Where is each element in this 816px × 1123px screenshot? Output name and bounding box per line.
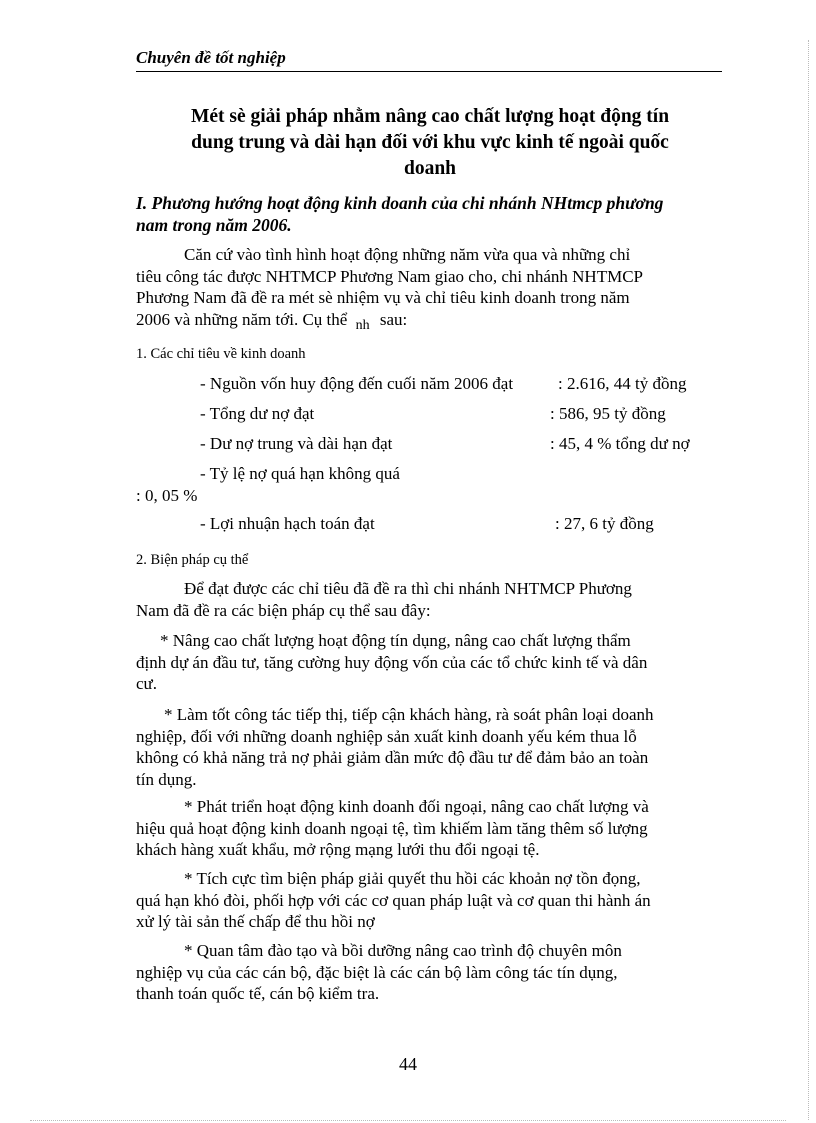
target-label: - Lợi nhuận hạch toán đạt xyxy=(200,514,375,533)
paragraph-text: sau: xyxy=(379,309,408,329)
section-heading xyxy=(136,192,726,236)
title-line: Mét sè giải pháp nhằm nâng cao chất lượng hoạt động tín xyxy=(190,106,670,127)
paragraph-text: 2006 và những năm tới. Cụ thể xyxy=(136,309,348,329)
paragraph-line: nghiệp vụ của các cán bộ, đặc biệt là các cán bộ làm công tác tín dụng, xyxy=(136,962,618,982)
measure-item xyxy=(136,940,722,1005)
paragraph-line xyxy=(136,309,722,333)
page-number: 44 xyxy=(399,1054,417,1074)
paragraph-line: * Nâng cao chất lượng hoạt động tín dụng, nâng cao chất lượng thẩm xyxy=(160,631,631,650)
paragraph-line: tín dụng. xyxy=(136,769,197,789)
target-label: - Tỷ lệ nợ quá hạn không quá xyxy=(200,464,400,483)
paragraph-line: tiêu công tác được NHTMCP Phương Nam giao cho, chi nhánh NHTMCP xyxy=(136,266,643,286)
title-line: dung trung và dài hạn đối với khu vực kinh tế ngoài quốc xyxy=(191,132,669,153)
page-title xyxy=(150,104,710,182)
page-edge-rule xyxy=(30,1120,786,1121)
paragraph-line: * Phát triển hoạt động kinh doanh đối ngoại, nâng cao chất lượng và xyxy=(184,797,649,816)
target-label: - Dư nợ trung và dài hạn đạt xyxy=(200,434,393,453)
paragraph-line: xử lý tài sản thế chấp để thu hồi nợ xyxy=(136,912,375,931)
intro-paragraph xyxy=(136,244,722,332)
target-value: : 45, 4 % tổng dư nợ xyxy=(550,434,690,453)
paragraph-line: hiệu quả hoạt động kinh doanh ngoại tệ, tìm khiếm làm tăng thêm số lượng xyxy=(136,818,648,838)
measure-item xyxy=(136,704,722,790)
target-value: : 586, 95 tỷ đồng xyxy=(550,404,666,423)
target-value: : 27, 6 tỷ đồng xyxy=(555,514,654,533)
paragraph-line: không có khả năng trả nợ phải giảm dần mức độ đầu tư để đảm bảo an toàn xyxy=(136,748,649,767)
measure-item xyxy=(136,868,722,933)
measure-item xyxy=(136,630,722,695)
paragraph-line: * Quan tâm đào tạo và bồi dưỡng nâng cao trình độ chuyên môn xyxy=(184,941,622,960)
page-edge-rule xyxy=(808,40,809,1120)
targets-heading: 1. Các chỉ tiêu về kinh doanh xyxy=(136,346,306,362)
target-label: - Nguồn vốn huy động đến cuối năm 2006 đạt xyxy=(200,374,514,393)
paragraph-line: Phương Nam đã đề ra mét sè nhiệm vụ và chỉ tiêu kinh doanh trong năm xyxy=(136,288,630,307)
paragraph-line: Để đạt được các chỉ tiêu đã đề ra thì chi nhánh NHTMCP Phương xyxy=(184,579,632,598)
paragraph-line: thanh toán quốc tế, cán bộ kiểm tra. xyxy=(136,984,380,1003)
paragraph-line: * Làm tốt công tác tiếp thị, tiếp cận khách hàng, rà soát phân loại doanh xyxy=(164,705,654,724)
paragraph-line: khách hàng xuất khẩu, mở rộng mạng lưới thu đổi ngoại tệ. xyxy=(136,840,540,859)
paragraph-line: * Tích cực tìm biện pháp giải quyết thu hồi các khoản nợ tồn đọng, xyxy=(184,869,641,888)
measure-item xyxy=(136,796,722,861)
paragraph-line: quá hạn khó đòi, phối hợp với các cơ quan pháp luật và cơ quan thi hành án xyxy=(136,890,651,910)
section-heading-line: I. Phương hướng hoạt động kinh doanh của chi nhánh NHtmcp phương xyxy=(136,193,664,213)
paragraph-line: Căn cứ vào tình hình hoạt động những năm vừa qua và những chỉ xyxy=(184,245,631,264)
subscript-fragment: nh xyxy=(355,317,370,333)
running-header: Chuyên đề tốt nghiệp xyxy=(136,48,722,72)
target-value: : 2.616, 44 tỷ đồng xyxy=(558,374,687,393)
paragraph-line: cư. xyxy=(136,674,158,693)
target-label: - Tổng dư nợ đạt xyxy=(200,404,315,423)
section-heading-line: nam trong năm 2006. xyxy=(136,215,292,235)
paragraph-line: định dự án đầu tư, tăng cường huy động vốn của các tổ chức kinh tế và dân xyxy=(136,652,648,672)
paragraph-line: Nam đã đề ra các biện pháp cụ thể sau đây: xyxy=(136,600,431,620)
title-line: doanh xyxy=(403,158,457,179)
measures-intro xyxy=(136,578,722,621)
paragraph-line: nghiệp, đối với những doanh nghiệp sản xuất kinh doanh yếu kém thua lỗ xyxy=(136,726,637,746)
target-value: : 0, 05 % xyxy=(136,486,198,505)
measures-heading: 2. Biện pháp cụ thể xyxy=(136,552,249,568)
